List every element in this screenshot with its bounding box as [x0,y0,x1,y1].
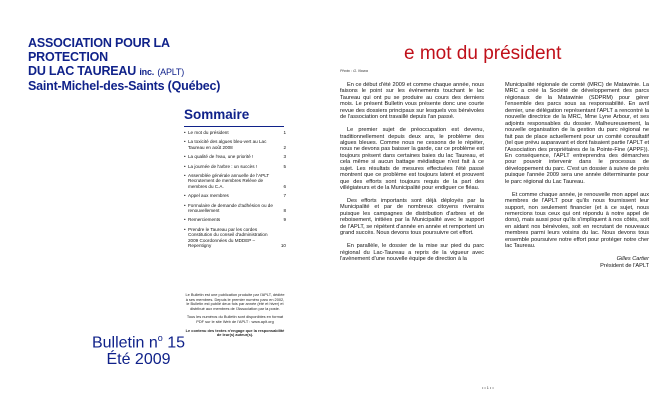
toc-item-label: La qualité de l'eau, une priorité ! [188,154,254,160]
toc-item[interactable] [184,217,286,222]
bulletin-season: Été 2009 [106,351,171,369]
toc-item[interactable] [184,164,286,169]
association-acronym: (APLT) [157,67,184,77]
bulletin-superscript: o [157,333,163,343]
toc-item-label: Appel aux membres [188,193,229,199]
bulletin-note-website: Tous les numéros du Bulletin sont disponibles en format PDF sur le site Web de l'APLT : www.aplt.org [186,314,284,324]
toc-item[interactable] [184,139,286,150]
article-paragraph: Municipalité régionale de comté (MRC) de Matawinie. La MRC a créé la Société de développement des parcs régionaux de la Matawinie (SDPRM) pour gérer l'ensemble des parcs sous sa responsabilité. En avril dernier, une délégation représentant l'APLT a rencontré la nouvelle directrice de la MRC, Mme Lyne Arbour, et ses adjoints responsables du dossier. Malheureusement, la nouvelle organisation de la gestion du parc régional ne fait pas de place actuellement pour un comité consultatif (tel que prévu auparavant et dont faisaient partie l'APLT et l'Association des propriétaires de la Pointe-Fine (APPF)). En conséquence, l'APLT entreprendra des démarches pour pouvoir intervenir dans le processus de développement du parc. C'est un dossier à suivre de près puisque l'année 2009 sera une année déterminante pour le parc régional du Lac Taureau. [505,82,649,185]
toc-item[interactable] [184,130,286,135]
bulletin-issue [86,330,191,368]
article-column-right [505,82,649,269]
bulletin-notes [184,293,286,342]
toc-item-page: 10 [280,243,286,249]
signature-name: Gilles Cartier [616,256,649,263]
bulletin-number [86,330,191,351]
toc-item[interactable] [184,203,286,214]
signature-role: Président de l'APLT [600,262,649,269]
bulletin-note-publication: Le Bulletin est une publication produite par l'APLT, dédiée à ses membres. Depuis le premier numéro paru en 2002, le Bulletin est publié deux fois par année (été et hiver) et distribué aux membres de l'Association par la poste. [185,292,285,311]
toc-item-page: 1 [283,130,286,135]
bullet-icon: • [184,217,186,223]
toc-item-label: La toxicité des algues bleu-vert au Lac Taureau en août 2008 [188,139,267,150]
bullet-icon: • [184,130,186,135]
bullet-icon: • [184,173,186,179]
photo-credit: Photo : G. Nowa [340,69,368,73]
article-title: e mot du président [404,43,562,64]
toc-item-label: Prendre le Taureau par les cordes Constitution du conseil d'administration 2009 Coordonnées du MDDEP – Repentigny [188,226,268,249]
toc-item[interactable] [184,227,286,249]
article-paragraph: Et comme chaque année, je renouvelle mon appel aux membres de l'APLT pour qu'ils nous fournissent leur support, non seulement financier (et à ce sujet, nous remercions tous ceux qui ont répondu à notre appel de dons), mais aussi pour qu'ils s'impliquent à nos côtés, soit en aidant nos bénévoles, soit en recrutant de nouveaux membres parmi leurs voisins du lac. Nous devons tous ensemble poursuivre notre effort pour protéger notre cher lac Taureau. [505,191,649,250]
bulletin-label: Bulletin n [91,334,158,352]
toc-item-page: 5 [283,163,286,169]
bullet-icon: • [184,163,186,169]
article-paragraph: Le premier sujet de préoccupation est devenu, traditionnellement depuis deux ans, le problème des algues bleues. Comme nous ne cessons de le répéter, nous ne devons pas baisser la garde, car ce problème est toujours présent dans certaines baies du lac Taureau, et cela même si aucun battage médiatique n'est fait à ce sujet. Les résultats de mesures effectuées l'été passé montrent que ce problème est toujours latent et prouvent que des efforts sont toujours requis de la part des villégiateurs et de la Municipalité pour endiguer ce fléau. [340,127,484,192]
toc-item[interactable] [184,193,286,198]
toc-item[interactable] [184,154,286,159]
association-title [28,36,228,93]
association-location: Saint-Michel-des-Saints (Québec) [28,79,221,93]
association-lake-name: DU LAC TAUREAU [28,64,137,78]
toc-item-label: La journée de l'arbre : un succès ! [188,163,258,169]
toc-item-page: 9 [283,217,286,223]
bullet-icon: • [184,202,186,208]
toc-item-page: 3 [283,154,286,160]
toc-item-label: Formulaire de demande d'adhésion ou de renouvellement [188,202,273,214]
article-paragraph: Des efforts importants sont déjà déployés par la Municipalité et par de nombreux citoyens riverains puisque les campagnes de distribution d'arbres et de reboisement, initiées par la Municipalité avec le support de l'APLT, se répètent d'année en année et remportent un grand succès. Nous devons tous poursuivre cet effort. [340,198,484,237]
bullet-icon: • [184,193,186,199]
bullet-icon: • [184,226,186,232]
toc-item-page: 8 [283,208,286,214]
bullet-icon: • [184,139,186,145]
sommaire-divider [184,126,284,127]
table-of-contents [184,130,286,253]
bulletin-note-disclaimer: Le contenu des textes n'engage que la responsabilité de leur(s) auteur(s). [185,327,285,338]
toc-item-label: Remerciements [188,217,221,223]
association-title-line1: ASSOCIATION POUR LA PROTECTION [28,36,170,64]
sommaire-title: Sommaire [184,107,250,122]
toc-item-label: Assemblée générale annuelle de l'APLT Recrutement de membres Relève de membres du C.A. [188,173,270,189]
association-title-line2 [28,64,228,79]
toc-item-page: 7 [283,193,286,199]
article-column-left [340,82,484,269]
article-paragraph: En parallèle, le dossier de la mise sur pied du parc régional du Lac-Taureau a repris de la vigueur avec l'avènement d'une nouvelle équipe de direction à la [340,243,484,263]
toc-item[interactable] [184,173,286,189]
page-number: • • 1 • • [482,386,494,390]
bulletin-number-value: 15 [162,334,186,352]
toc-item-page: 2 [283,144,286,150]
toc-item-label: Le mot du président [188,130,229,135]
association-inc: inc. [139,67,155,77]
article-paragraph: En ce début d'été 2009 et comme chaque année, nous faisons le point sur les événements touchant le lac Taureau qui ont pu se produire au cours des derniers mois. Le présent Bulletin vous présente donc une courte revue des dossiers principaux sur lesquels vos bénévoles de l'association ont travaillé depuis l'an passé. [340,82,484,121]
toc-item-page: 6 [283,183,286,189]
bullet-icon: • [184,154,186,160]
